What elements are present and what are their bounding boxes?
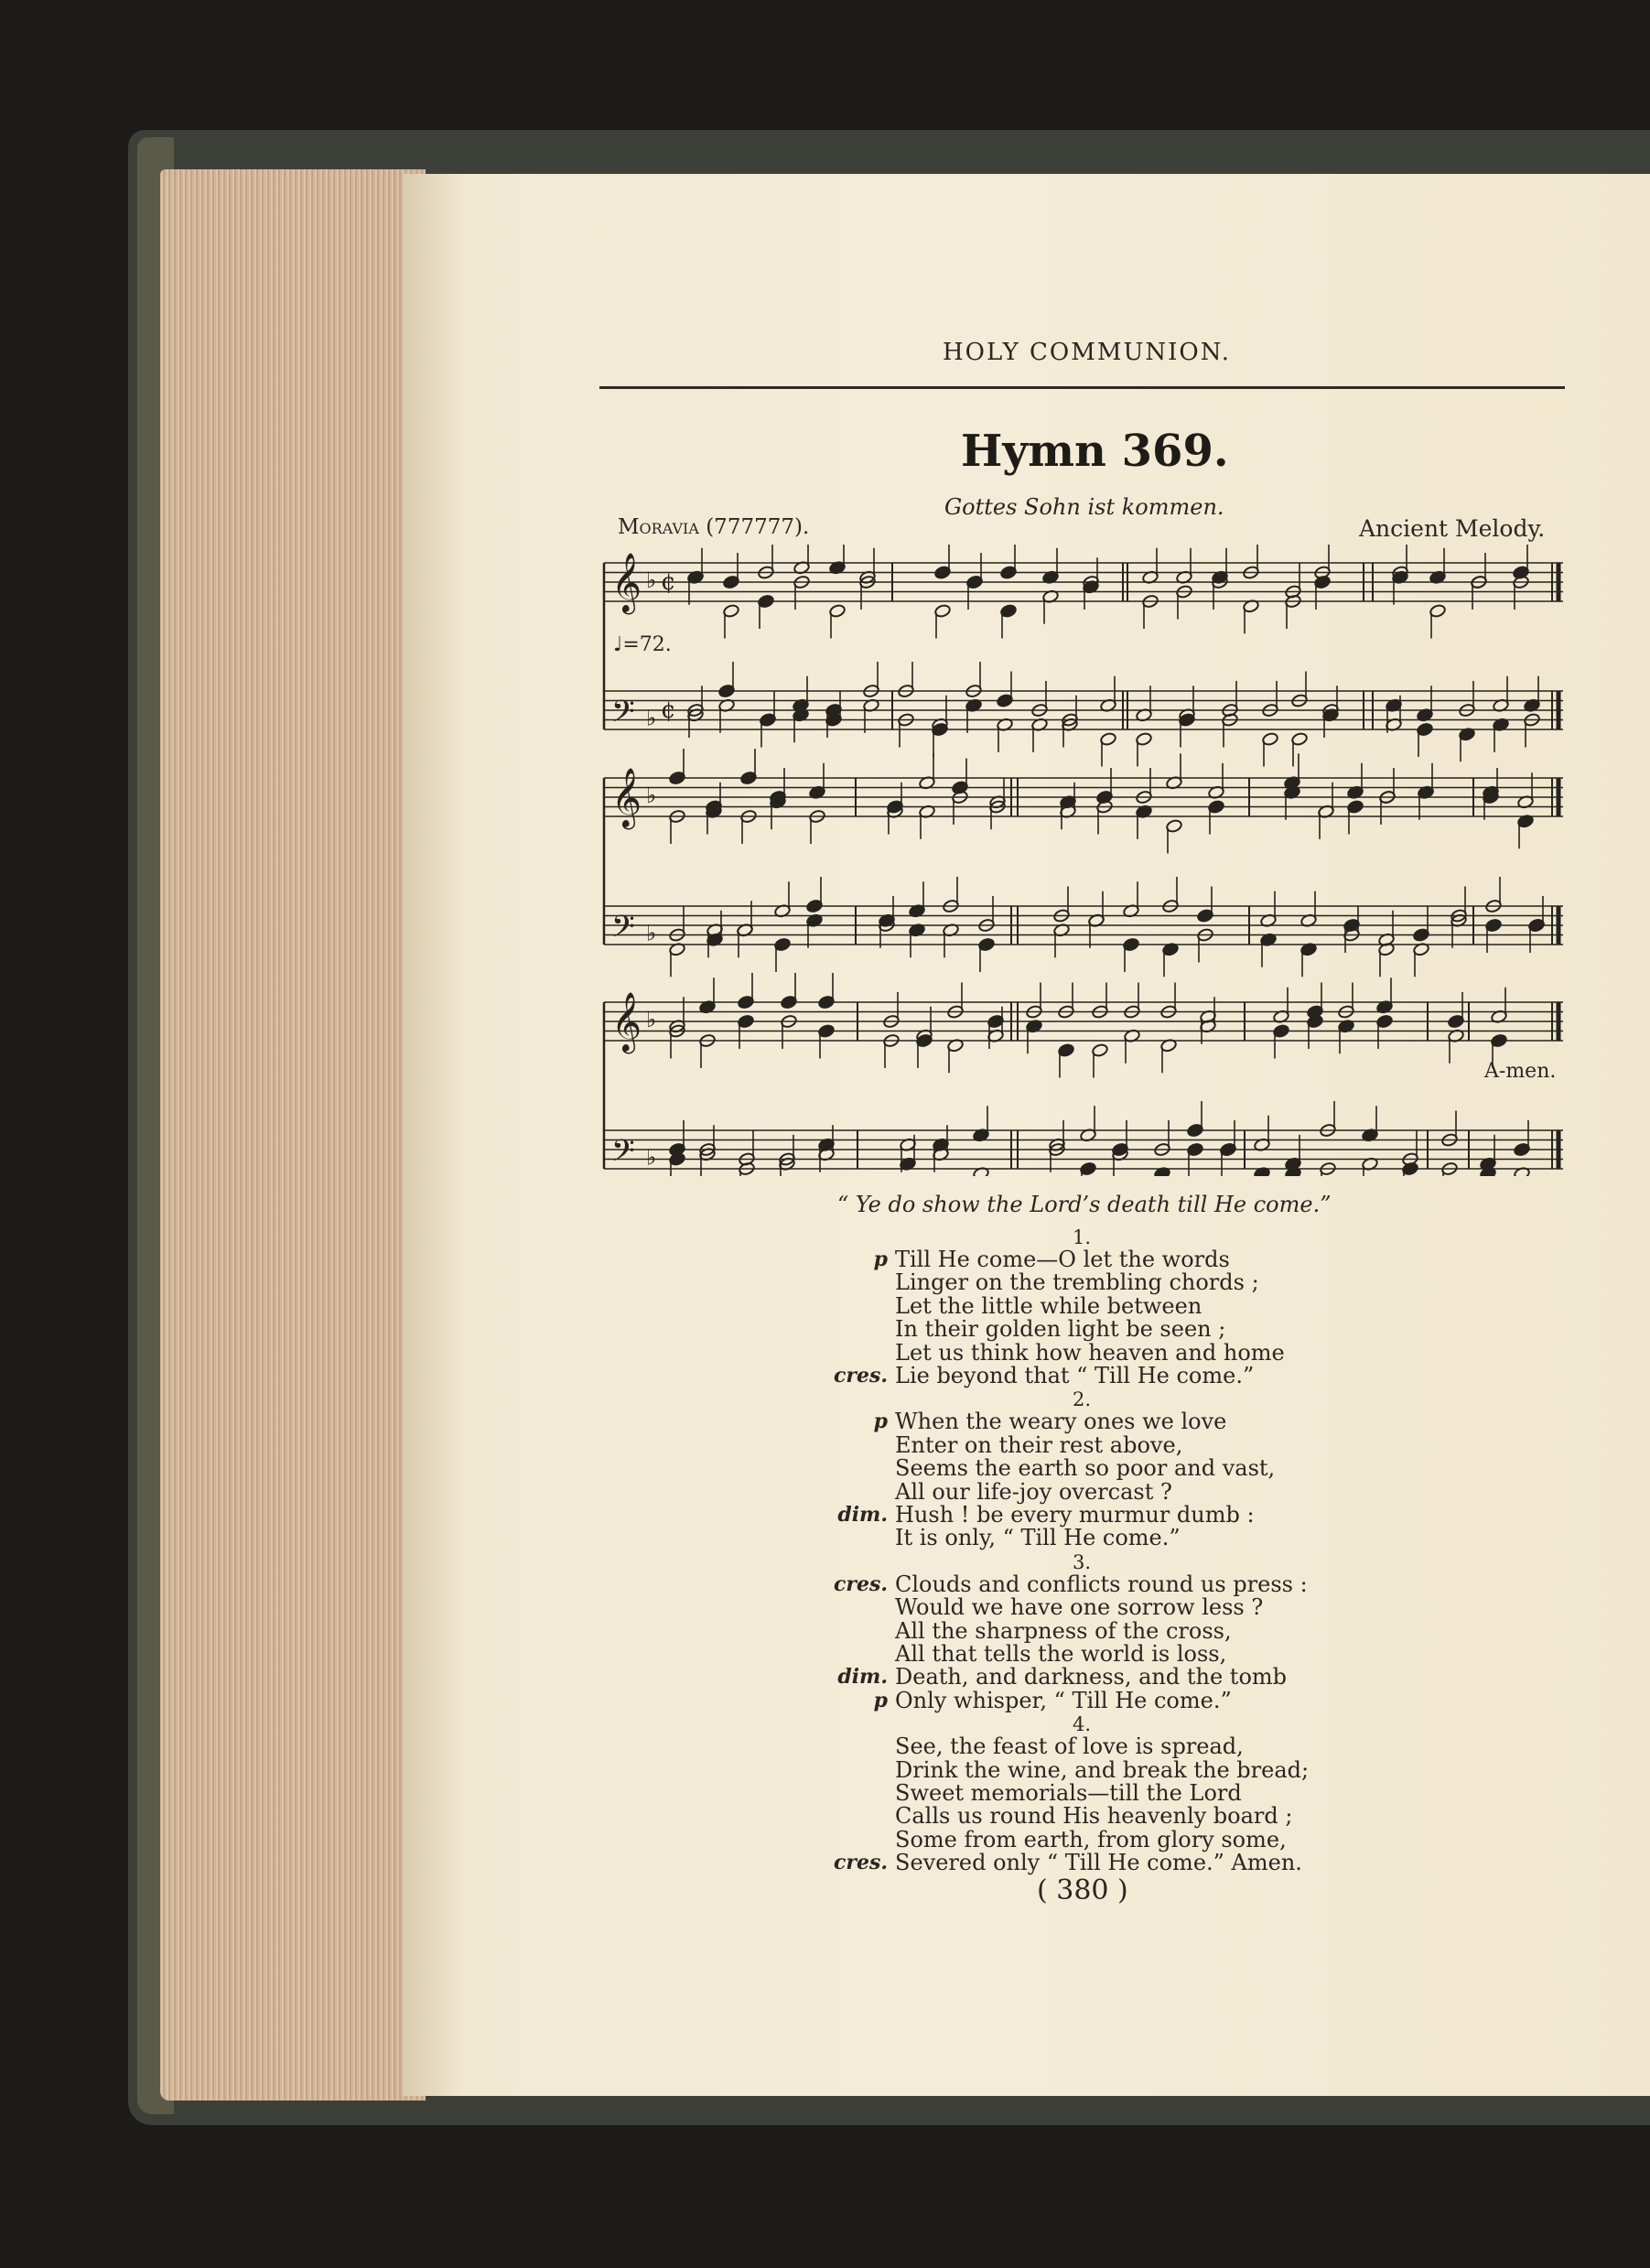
verse-number: 2. xyxy=(1072,1388,1092,1411)
dynamic-marking: dim. xyxy=(837,1503,888,1527)
dynamic-marking: p xyxy=(873,1247,888,1271)
verse-line: When the weary ones we love xyxy=(895,1409,1227,1435)
verse-line: Sweet memorials—till the Lord xyxy=(895,1780,1242,1806)
dynamic-marking: p xyxy=(873,1688,888,1712)
page-number: ( 380 ) xyxy=(1037,1874,1128,1906)
verse-line: Severed only “ Till He come.” Amen. xyxy=(895,1850,1302,1876)
treble-clef: 𝄞 xyxy=(611,768,642,827)
note-head xyxy=(1514,1166,1531,1176)
verse-line: Linger on the trembling chords ; xyxy=(895,1269,1259,1296)
verse-line: Let the little while between xyxy=(895,1292,1202,1319)
verse-number: 3. xyxy=(1072,1550,1092,1573)
hymn-subtitle: Gottes Sohn ist kommen. xyxy=(944,494,1224,520)
dynamic-marking: p xyxy=(873,1409,888,1434)
flat-sign: ♭ xyxy=(646,705,657,731)
verse-number: 1. xyxy=(1072,1226,1092,1248)
verse-line: Clouds and conflicts round us press : xyxy=(895,1571,1308,1597)
dynamic-marking: cres. xyxy=(833,1571,888,1596)
verse-line: Would we have one sorrow less ? xyxy=(895,1594,1264,1621)
treble-clef: 𝄞 xyxy=(611,992,642,1052)
bass-clef: 𝄢 xyxy=(611,910,635,952)
page-edges xyxy=(160,169,426,2101)
verse-line: Let us think how heaven and home xyxy=(895,1339,1285,1366)
running-header: HOLY COMMUNION. xyxy=(943,339,1232,366)
verse-line: Seems the earth so poor and vast, xyxy=(895,1455,1276,1482)
verse-line: All the sharpness of the cross, xyxy=(895,1617,1232,1644)
verse-line: Hush ! be every murmur dumb : xyxy=(895,1502,1255,1528)
dynamic-marking: cres. xyxy=(833,1851,888,1875)
tune-name: Moravia (777777). xyxy=(618,515,810,539)
epigraph: “ Ye do show the Lord’s death till He come.” xyxy=(837,1192,1332,1217)
flat-sign: ♭ xyxy=(646,1144,657,1171)
verse-line: Lie beyond that “ Till He come.” xyxy=(895,1363,1255,1388)
bass-clef: 𝄢 xyxy=(611,695,635,737)
verse-line: Enter on their rest above, xyxy=(895,1431,1183,1458)
verse-line: Till He come—O let the words xyxy=(895,1247,1230,1272)
note-head xyxy=(1154,1166,1171,1176)
note-head xyxy=(1254,1166,1271,1176)
verse-line: Some from earth, from glory some, xyxy=(895,1826,1287,1852)
treble-clef: 𝄞 xyxy=(611,553,642,612)
verse-line: In their golden light be seen ; xyxy=(895,1316,1226,1343)
hymn-title: Hymn 369. xyxy=(961,426,1229,477)
verse-line: See, the feast of love is spread, xyxy=(895,1733,1244,1760)
verse-line: All that tells the world is loss, xyxy=(895,1641,1227,1667)
verse-line: Drink the wine, and break the bread; xyxy=(895,1756,1310,1783)
music-score xyxy=(595,545,1574,1176)
verse-line: Only whisper, “ Till He come.” xyxy=(895,1687,1232,1713)
flat-sign: ♭ xyxy=(646,567,657,593)
verse-line: All our life-joy overcast ? xyxy=(895,1478,1172,1505)
dynamic-marking: cres. xyxy=(833,1364,888,1388)
verse-number: 4. xyxy=(1072,1713,1092,1736)
flat-sign: ♭ xyxy=(646,1007,657,1032)
flat-sign: ♭ xyxy=(646,920,657,946)
note-head xyxy=(973,1166,990,1176)
amen-label: A-men. xyxy=(1484,1060,1557,1083)
composer-attribution: Ancient Melody. xyxy=(1359,515,1546,542)
time-signature: ¢ xyxy=(661,697,676,724)
verse-line: Calls us round His heavenly board ; xyxy=(895,1803,1293,1830)
header-rule xyxy=(599,386,1565,389)
verse-line: Death, and darkness, and the tomb xyxy=(895,1664,1288,1690)
tempo-marking: ♩=72. xyxy=(613,633,672,656)
flat-sign: ♭ xyxy=(646,783,657,808)
time-signature: ¢ xyxy=(661,568,676,596)
bass-clef: 𝄢 xyxy=(611,1134,635,1176)
dynamic-marking: dim. xyxy=(837,1665,888,1690)
verse-line: It is only, “ Till He come.” xyxy=(895,1525,1181,1551)
